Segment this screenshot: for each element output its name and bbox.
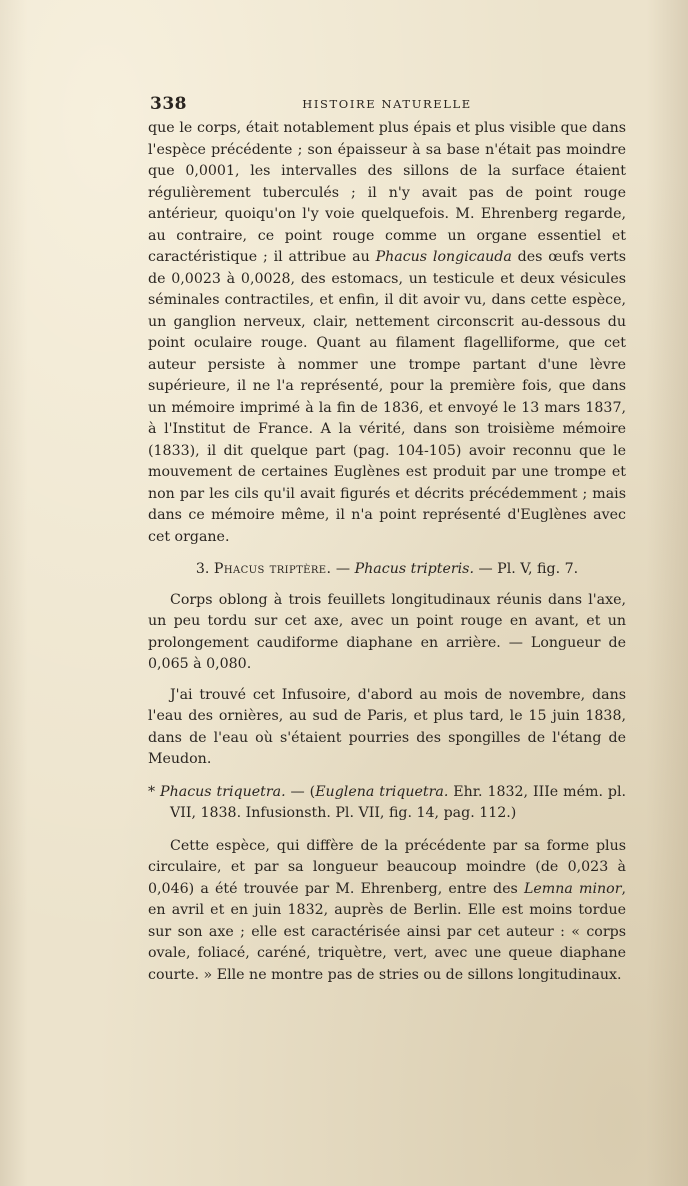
species-heading: 3. Phacus triptère. — Phacus tripteris. — Pl. V, fig. 7. xyxy=(195,561,579,577)
species-name-italic: Phacus longicauda xyxy=(375,249,512,265)
book-page xyxy=(148,94,626,986)
page-header xyxy=(148,94,626,116)
species-comparison: Cette espèce, qui diffère de la précédente par sa forme plus circulaire, et par sa longueur beaucoup moindre (de 0,023 à 0,046) a été trouvée par M. Ehrenberg, entre des Lemna minor, en avril et en juin 1832, auprès de Berlin. Elle est moins tordue sur son axe ; elle est caractérisée ainsi par cet auteur : « corps ovale, foliacé, caréné, triquètre, vert, avec une queue diaphane courte. » Elle ne montre pas de stries ou de sillons longitudinaux. xyxy=(148,837,627,983)
page-number: 338 xyxy=(150,94,187,114)
paragraph-continued: que le corps, était notablement plus épais et plus visible que dans l'espèce précédente ; son épaisseur à sa base n'était pas moindre que 0,0001, les intervalles des sillons de la surface étaient régulièrement tuberculés ; il n'y avait pas de point rouge antérieur, quoiqu'on l'y voie quelquefois. M. Ehrenberg regarde, au contraire, ce point rouge comme un organe essentiel et caractéristique ; il attribue au Phacus longicauda des œufs verts de 0,0023 à 0,0028, des estomacs, un testicule et deux vésicules séminales contractiles, et enfin, il dit avoir vu, dans cette espèce, un ganglion nerveux, clair, nettement circonscrit au-dessous du point oculaire rouge. Quant au filament flagelliforme, que cet auteur persiste à nommer une trompe partant d'une lèvre supérieure, il ne l'a représenté, pour la première fois, que dans un mémoire imprimé à la fin de 1836, et envoyé le 13 mars 1837, à l'Institut de France. A la vérité, dans son troisième mémoire (1833), il dit quelque part (pag. 104-105) avoir reconnu que le mouvement de certaines Euglènes est produit par une trompe et non par les cils qu'il avait figurés et décrits précédemment ; mais dans ce mémoire même, il n'a point représenté d'Euglènes avec cet organe. xyxy=(148,120,626,545)
species-french-name: Phacus triptère. xyxy=(213,561,332,577)
species-latin-name: Phacus tripteris. xyxy=(354,561,474,577)
species-description: Corps oblong à trois feuillets longitudinaux réunis dans l'axe, un peu tordu sur cet axe, avec un point rouge en avant, et un prolongement caudiforme diaphane en arrière. — Longueur de 0,065 à 0,080. xyxy=(148,591,626,672)
plant-name-italic: Lemna minor xyxy=(523,880,622,897)
synonym-entry: * Phacus triquetra. — (Euglena triquetra. Ehr. 1832, IIIe mém. pl. VII, 1838. Infusionsth. Pl. VII, fig. 14, pag. 112.) xyxy=(148,783,627,821)
species-observation: J'ai trouvé cet Infusoire, d'abord au mois de novembre, dans l'eau des ornières, au sud de Paris, et plus tard, le 15 juin 1838, dans de l'eau où s'étaient pourries des spongilles de l'étang de Meudon. xyxy=(148,686,626,767)
plate-reference: — Pl. V, fig. 7. xyxy=(478,561,579,577)
running-head: HISTOIRE NATURELLE xyxy=(302,97,472,111)
